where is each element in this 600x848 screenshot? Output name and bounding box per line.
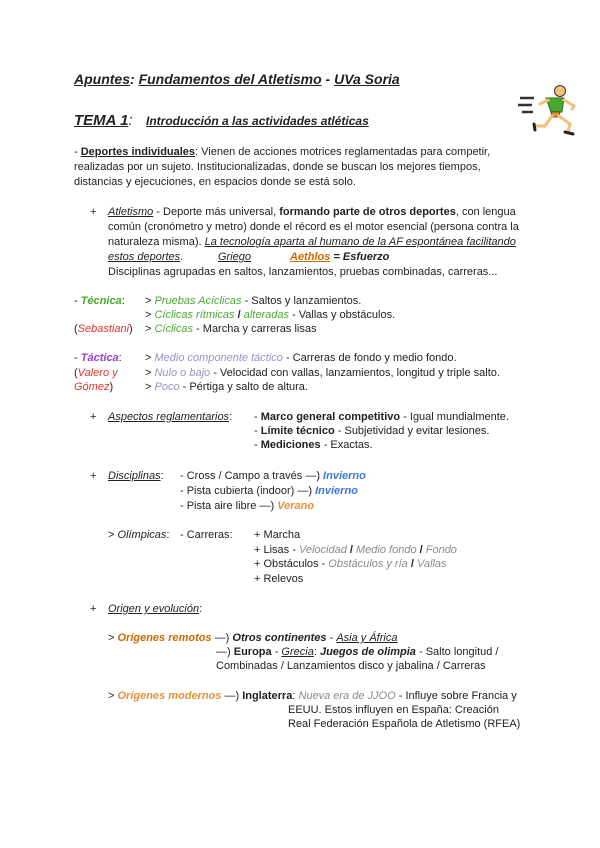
tactica-arrow-3: >	[145, 381, 155, 393]
header-uni: UVa Soria	[334, 71, 400, 87]
disciplinas-text-2: - Pista cubierta (indoor) —)	[180, 485, 316, 497]
intro-line-2: realizadas por un sujeto. Institucionalizadas, donde se buscan los mejores tiempos,	[74, 161, 481, 173]
relevos-item: + Relevos	[254, 573, 304, 585]
aspectos-desc-2: - Subjetividad y evitar lesiones.	[334, 425, 490, 437]
olimpicas-label	[108, 528, 169, 542]
aspectos-dash-1: -	[254, 411, 261, 423]
atletismo-line-4	[108, 250, 183, 264]
tactica-author1-text: Valero y	[77, 367, 118, 379]
intro-line-3: distancias y ejecuciones, en espacios donde se está solo.	[74, 176, 356, 188]
tactica-label	[74, 351, 122, 365]
tecnica-label-text: Técnica	[80, 295, 122, 307]
remotos-arrow: >	[108, 632, 118, 644]
atletismo-l1c: , con lengua	[455, 206, 516, 218]
remotos-line-1	[108, 631, 397, 645]
atletismo-line-5: Disciplinas agrupadas en saltos, lanzamientos, pruebas combinadas, carreras...	[108, 266, 498, 278]
remotos-juegos-olimpia: Juegos de olimpia	[319, 646, 416, 658]
atletismo-line-3	[108, 235, 516, 249]
origen-colon: :	[199, 603, 203, 615]
tecnica-term-1: Pruebas Acíclicas	[154, 295, 242, 307]
modernos-line-2: EEUU. Estos influyen en España: Creación	[288, 704, 499, 716]
modernos-inglaterra: Inglaterra	[242, 690, 293, 702]
intro-line1-text: : Vienen de acciones motrices reglamentadas para competir,	[195, 146, 491, 158]
modernos-arrow: >	[108, 690, 118, 702]
remotos-r2-arrow: —)	[216, 646, 234, 658]
tecnica-author-text: Sebastiani	[77, 323, 130, 335]
tecnica-desc-1: - Saltos y lanzamientos.	[241, 295, 362, 307]
aspectos-desc-1: - Igual mundialmente.	[400, 411, 509, 423]
tactica-author-1: (Valero y	[74, 367, 118, 379]
lisas-medio-fondo: Medio fondo	[356, 544, 417, 556]
tema-heading	[74, 112, 133, 130]
disciplinas-season-3: Verano	[277, 500, 315, 512]
remotos-r2-dash: -	[271, 646, 282, 658]
disciplinas-item-1	[180, 469, 366, 483]
olimpicas-text: Olímpicas	[117, 529, 167, 541]
tecnica-term-3: Cíclicas	[154, 323, 193, 335]
atletismo-line-2: común (cronómetro y metro) donde el récord es el motor esencial (persona contra la	[108, 221, 519, 233]
atletismo-l4b: .	[180, 251, 184, 263]
tecnica-term-2: Cíclicas rítmicas	[154, 309, 235, 321]
tactica-colon: :	[118, 352, 122, 364]
remotos-grecia: Grecia	[281, 646, 314, 658]
aethlos-eq: =	[330, 251, 343, 263]
obstaculos-ria: Obstáculos y ría	[328, 558, 408, 570]
tecnica-item-3	[145, 322, 316, 336]
tema-title-text: Introducción a las actividades atléticas	[146, 114, 369, 128]
lisas-velocidad: Velocidad	[298, 544, 347, 556]
atletismo-l1a: - Deporte más universal,	[153, 206, 280, 218]
disciplinas-season-1: Invierno	[323, 470, 366, 482]
tecnica-author: (Sebastiani)	[74, 323, 133, 335]
atletismo-aethlos	[290, 250, 389, 264]
disciplinas-text-3: - Pista aire libre —)	[180, 500, 278, 512]
tecnica-item-2	[145, 308, 395, 322]
aspectos-term-3: Mediciones	[260, 439, 321, 451]
atletismo-l3a: naturaleza misma).	[108, 236, 205, 248]
remotos-otros-continentes: Otros continentes	[232, 632, 327, 644]
griego-label: Griego	[218, 251, 252, 263]
remotos-asia-africa: Asia y África	[336, 632, 398, 644]
olimpicas-colon: :	[166, 529, 170, 541]
remotos-r2-colon: :	[313, 646, 320, 658]
remotos-r1-dash: -	[326, 632, 337, 644]
aspectos-item-1	[254, 410, 509, 424]
tactica-desc-2: - Velocidad con vallas, lanzamientos, longitud y triple salto.	[210, 367, 500, 379]
tema-colon: :	[128, 112, 133, 129]
tactica-arrow-2: >	[145, 367, 155, 379]
disciplinas-colon: :	[160, 470, 164, 482]
tecnica-slash-2: /	[234, 309, 244, 321]
document-header	[74, 72, 400, 86]
tecnica-colon: :	[121, 295, 125, 307]
tactica-author2-text: Gómez	[74, 381, 110, 393]
header-course: Fundamentos del Atletismo	[138, 71, 322, 87]
disciplinas-label	[108, 469, 164, 483]
atletismo-bullet: +	[90, 206, 97, 218]
esfuerzo-term: Esfuerzo	[342, 251, 390, 263]
tecnica-desc-2: - Vallas y obstáculos.	[288, 309, 396, 321]
tactica-term-2: Nulo o bajo	[154, 367, 211, 379]
tecnica-item-1	[145, 294, 361, 308]
modernos-m-arrow: —)	[221, 690, 243, 702]
runner-icon	[518, 82, 580, 138]
disciplinas-season-2: Invierno	[315, 485, 358, 497]
aspectos-colon: :	[229, 411, 233, 423]
disciplinas-item-2	[180, 484, 358, 498]
aspectos-item-2	[254, 424, 489, 438]
intro-line-1	[74, 145, 490, 159]
tactica-item-1	[145, 351, 457, 365]
tecnica-term-2b: alteradas	[243, 309, 289, 321]
tecnica-arrow-3: >	[145, 323, 155, 335]
tema-label: TEMA 1	[74, 112, 129, 129]
aspectos-term-1: Marco general competitivo	[260, 411, 401, 423]
header-apuntes: Apuntes	[74, 71, 130, 87]
remotos-europa: Europa	[233, 646, 272, 658]
aethlos-term: Aethlos	[290, 251, 331, 263]
lisas-sep2: /	[416, 544, 426, 556]
modernos-colon: :	[292, 690, 299, 702]
aspectos-bullet: +	[90, 411, 97, 423]
tactica-desc-3: - Pértiga y salto de altura.	[179, 381, 308, 393]
obstaculos-item	[254, 557, 447, 571]
olimpicas-arrow: >	[108, 529, 118, 541]
atletismo-l3b: La tecnología aparta al humano de la AF espontánea facilitando	[204, 236, 516, 248]
remotos-r1-arrow: —)	[211, 632, 233, 644]
lisas-fondo: Fondo	[425, 544, 457, 556]
intro-dash: -	[74, 146, 81, 158]
obstaculos-sep: /	[407, 558, 417, 570]
modernos-desc: - Influye sobre Francia y	[395, 690, 517, 702]
aspectos-term-2: Límite técnico	[260, 425, 335, 437]
obstaculos-vallas: Vallas	[416, 558, 447, 570]
aspectos-desc-3: - Exactas.	[320, 439, 373, 451]
intro-term: Deportes individuales	[80, 146, 196, 158]
origen-label	[108, 602, 202, 616]
aspectos-label-text: Aspectos reglamentarios	[108, 411, 230, 423]
modernos-term: Orígenes modernos	[117, 690, 222, 702]
remotos-line-2	[216, 645, 498, 659]
modernos-line-3: Real Federación Española de Atletismo (RFEA)	[288, 718, 521, 730]
modernos-nueva-era: Nueva era de JJOO	[298, 690, 396, 702]
tactica-item-2	[145, 366, 500, 380]
tecnica-dash: -	[74, 295, 81, 307]
carreras-label: - Carreras:	[180, 529, 233, 541]
disciplinas-text-1: - Cross / Campo a través —)	[180, 470, 324, 482]
tactica-desc-1: - Carreras de fondo y medio fondo.	[282, 352, 457, 364]
atletismo-term: Atletismo	[108, 206, 154, 218]
aspectos-item-3	[254, 438, 373, 452]
atletismo-griego	[218, 250, 251, 264]
tactica-term-3: Poco	[154, 381, 180, 393]
remotos-line-3: Combinadas / Lanzamientos disco y jabalina / Carreras	[216, 660, 486, 672]
tactica-author-2: Gómez)	[74, 381, 114, 393]
tema-title	[146, 114, 369, 128]
lisas-item	[254, 543, 457, 557]
remotos-r2-desc: - Salto longitud /	[415, 646, 499, 658]
atletismo-line-1	[108, 205, 516, 219]
aspectos-dash-3: -	[254, 439, 261, 451]
disciplinas-label-text: Disciplinas	[108, 470, 161, 482]
atletismo-l4a: estos deportes	[108, 251, 181, 263]
origen-label-text: Origen y evolución	[108, 603, 200, 615]
tecnica-desc-3: - Marcha y carreras lisas	[193, 323, 317, 335]
aspectos-dash-2: -	[254, 425, 261, 437]
marcha-item: + Marcha	[254, 529, 301, 541]
tactica-arrow-1: >	[145, 352, 155, 364]
tactica-term-1: Medio componente táctico	[154, 352, 283, 364]
tactica-item-3	[145, 380, 308, 394]
aspectos-label	[108, 410, 232, 424]
tecnica-arrow-1: >	[145, 295, 155, 307]
tecnica-arrow-2: >	[145, 309, 155, 321]
tactica-dash: -	[74, 352, 81, 364]
modernos-line-1	[108, 689, 517, 703]
obstaculos-label: + Obstáculos -	[254, 558, 329, 570]
lisas-label: + Lisas -	[254, 544, 299, 556]
header-colon: :	[130, 71, 135, 87]
tecnica-label	[74, 294, 125, 308]
origen-bullet: +	[90, 603, 97, 615]
disciplinas-item-3	[180, 499, 314, 513]
remotos-term: Orígenes remotos	[117, 632, 212, 644]
atletismo-l1b: formando parte de otros deportes	[279, 206, 456, 218]
disciplinas-bullet: +	[90, 470, 97, 482]
tactica-label-text: Táctica	[80, 352, 119, 364]
lisas-sep1: /	[346, 544, 357, 556]
header-sep: -	[321, 71, 335, 87]
